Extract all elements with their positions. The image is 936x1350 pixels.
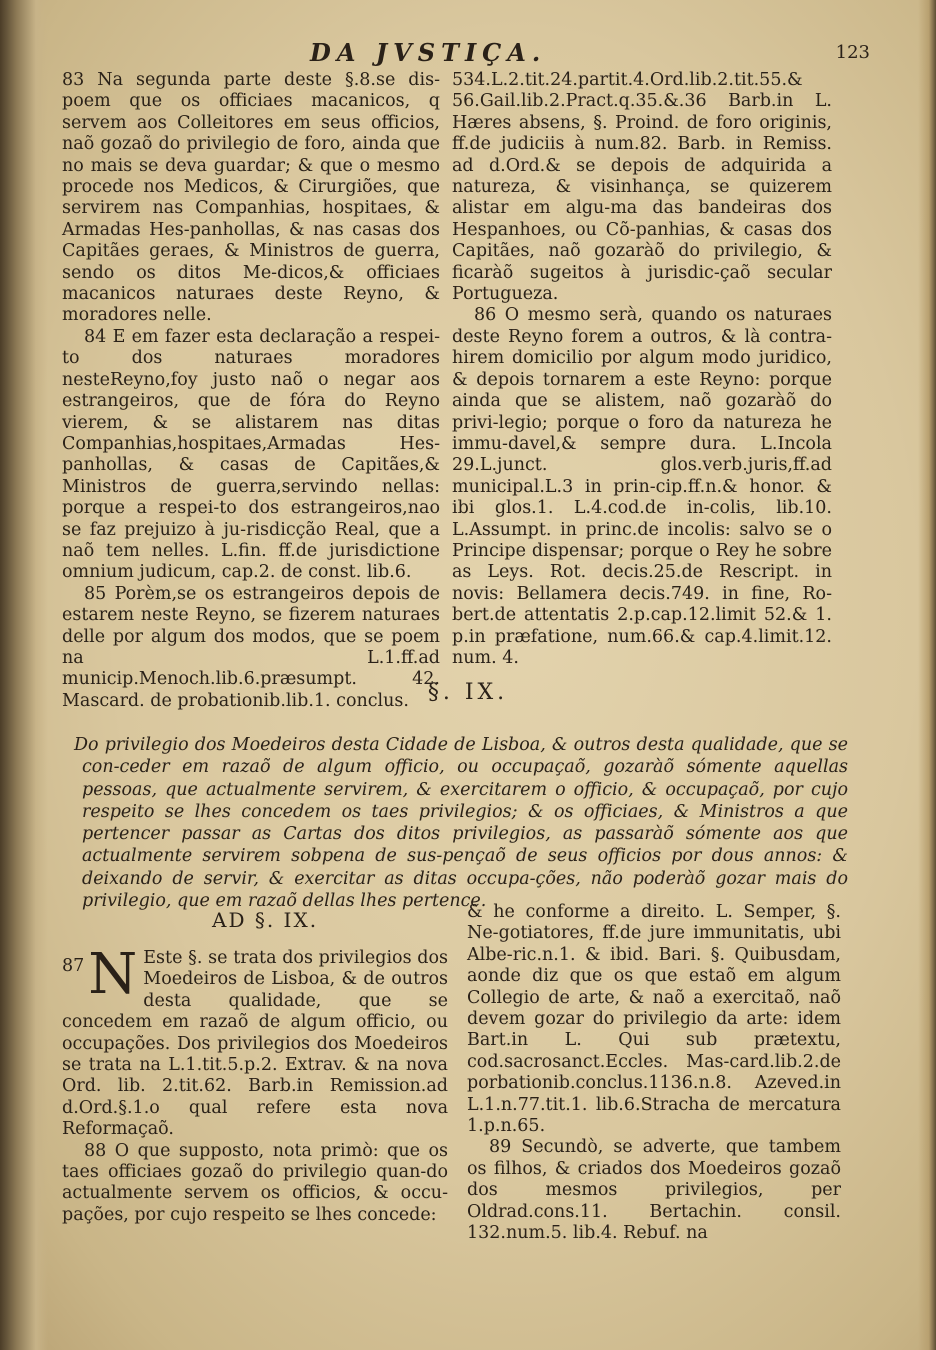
page-edge-shadow: [918, 0, 936, 1350]
paragraph-88: 88 O que supposto, nota primò: que os taes officiaes gozaõ do privilegio quan-do actualmente servem os officios, & occu-pações, por cujo respeito se lhes concede:: [62, 1140, 448, 1225]
paragraph-83: 83 Na segunda parte deste §.8.se dis-poem que os officiaes macanicos, q servem aos Colleitores em seus officios, naõ gozaõ do privilegio de foro, ainda que no mais se deva guardar; & que o mesmo procede nos Medicos, & Cirurgiões, que servirem nas Companhias, hospitaes, & Armadas Hes-panhollas, & nas casas dos Capitães geraes, & Ministros de guerra, sendo os ditos Me-dicos,& officiaes macanicos naturaes deste Reyno, & moradores nelle.: [62, 70, 440, 326]
paragraph-88-cont: & he conforme a direito. L. Semper, §. Ne-gotiatores, ff.de jure immunitatis, ubi Albe-ric.n.1. & ibid. Bari. §. Quibusdam, aonde diz que os que estaõ em algum Collegio de arte, & naõ a exercitaõ, naõ devem gozar do privilegio da arte: idem Bart.in L. Qui sub prætextu, cod.sacrosanct.Eccles. Mas-card.lib.2.de porbationib.conclus.1136.n.8. Azeved.in L.1.n.77.tit.1. lib.6.Stracha de mercatura 1.p.n.65.: [467, 902, 841, 1137]
paragraph-85: 85 Porèm,se os estrangeiros depois de estarem neste Reyno, se fizerem naturaes delle por algum dos modos, que se poem na L.1.ff.ad municip.Menoch.lib.6.præsumpt. 42. Mascard. de probationib.lib.1. conclus.: [62, 583, 440, 711]
section-summary: Do privilegio dos Moedeiros desta Cidade de Lisboa, & outros desta qualidade, que se con-ceder em razaõ de algum officio, ou occupaçaõ, gozaràõ sómente aquellas pessoas, que actualmente servirem, & exercitarem o officio, & occupaçaõ, por cujo respeito se lhes concedem os taes privilegios; & os officiaes, & Ministros a que pertencer passar as Cartas dos ditos privilegios, as passaràõ sómente aos que actualmente servirem sobpena de sus-pençaõ de seus officios por dous annos: & deixando de servir, & exercitar as ditas occupa-ções, não poderàõ gozar mais do privilegio, que em razaõ dellas lhes pertence.: [74, 735, 848, 912]
commentary-heading: AD §. IX.: [212, 908, 319, 932]
running-title: DA JVSTIÇA.: [310, 38, 547, 67]
column-right-top: [452, 70, 832, 669]
page-gutter-shadow: [0, 0, 48, 1350]
paragraph-87-text: Este §. se trata dos privilegios dos Moedeiros de Lisboa, & de outros desta qualidade, que se concedem em razaõ de algum officio, ou occupações. Dos privilegios dos Moedeiros se trata na L.1.tit.5.p.2. Extrav. & na nova Ord. lib. 2.tit.62. Barb.in Remission.ad d.Ord.§.1.o qual refere esta nova Reformaçaõ.: [62, 948, 448, 1140]
column-left-top: [62, 70, 440, 712]
page-header: [60, 38, 870, 70]
paragraph-84: 84 E em fazer esta declaração a respei-to dos naturaes moradores nesteReyno,foy justo naõ o negar aos estrangeiros, que de fóra do Reyno vierem, & se alistarem nas ditas Companhias,hospitaes,Armadas Hes-panhollas, & casas de Capitães,& Ministros de guerra,servindo nellas: porque a respei-to dos estrangeiros,nao se faz prejuizo à ju-risdicção Real, que a naõ tem nelles. L.fin. ff.de jurisdictione omnium judicum, cap.2. de const. lib.6.: [62, 326, 440, 583]
paragraph-85-cont: 534.L.2.tit.24.partit.4.Ord.lib.2.tit.55.& 56.Gail.lib.2.Pract.q.35.&.36 Barb.in L. Hæres absens, §. Proind. de foro originis, ff.de judiciis à num.82. Barb. in Remiss. ad d.Ord.& se depois de adquirida a natureza, & visinhança, se quizerem alistar em algu-ma das bandeiras dos Hespanhoes, ou Cõ-panhias, & casas dos Capitães, naõ gozaràõ do privilegio, & ficaràõ sugeitos à jurisdic-çaõ secular Portugueza.: [452, 70, 832, 305]
section-heading: §. IX.: [427, 680, 509, 705]
paragraph-89: 89 Secundò, se adverte, que tambem os filhos, & criados dos Moedeiros gozaõ dos mesmos privilegios, per Oldrad.cons.11. Bertachin. consil. 132.num.5. lib.4. Rebuf. na: [467, 1137, 841, 1244]
paragraph-87: [62, 942, 448, 1141]
drop-cap: N: [88, 942, 138, 1007]
column-left-bottom: [62, 942, 448, 1226]
column-right-bottom: [467, 902, 841, 1245]
paragraph-87-number: 87: [62, 956, 85, 976]
page-number: 123: [835, 42, 870, 63]
paragraph-86: 86 O mesmo serà, quando os naturaes deste Reyno forem a outros, & là contra-hirem domicilio por algum modo juridico, & depois tornarem a este Reyno: porque ainda que se alistem, naõ gozaràõ do privi-legio; porque o foro da natureza he immu-davel,& sempre dura. L.Incola 29.L.junct. glos.verb.juris,ff.ad municipal.L.3 in prin-cip.ff.n.& honor. & ibi glos.1. L.4.cod.de in-colis, lib.10. L.Assumpt. in princ.de incolis: salvo se o Principe dispensar; porque o Rey he sobre as Leys. Rot. decis.25.de Rescript. in novis: Bellamera decis.749. in fine, Ro-bert.de attentatis 2.p.cap.12.limit 52.& 1. p.in præfatione, num.66.& cap.4.limit.12. num. 4.: [452, 305, 832, 668]
